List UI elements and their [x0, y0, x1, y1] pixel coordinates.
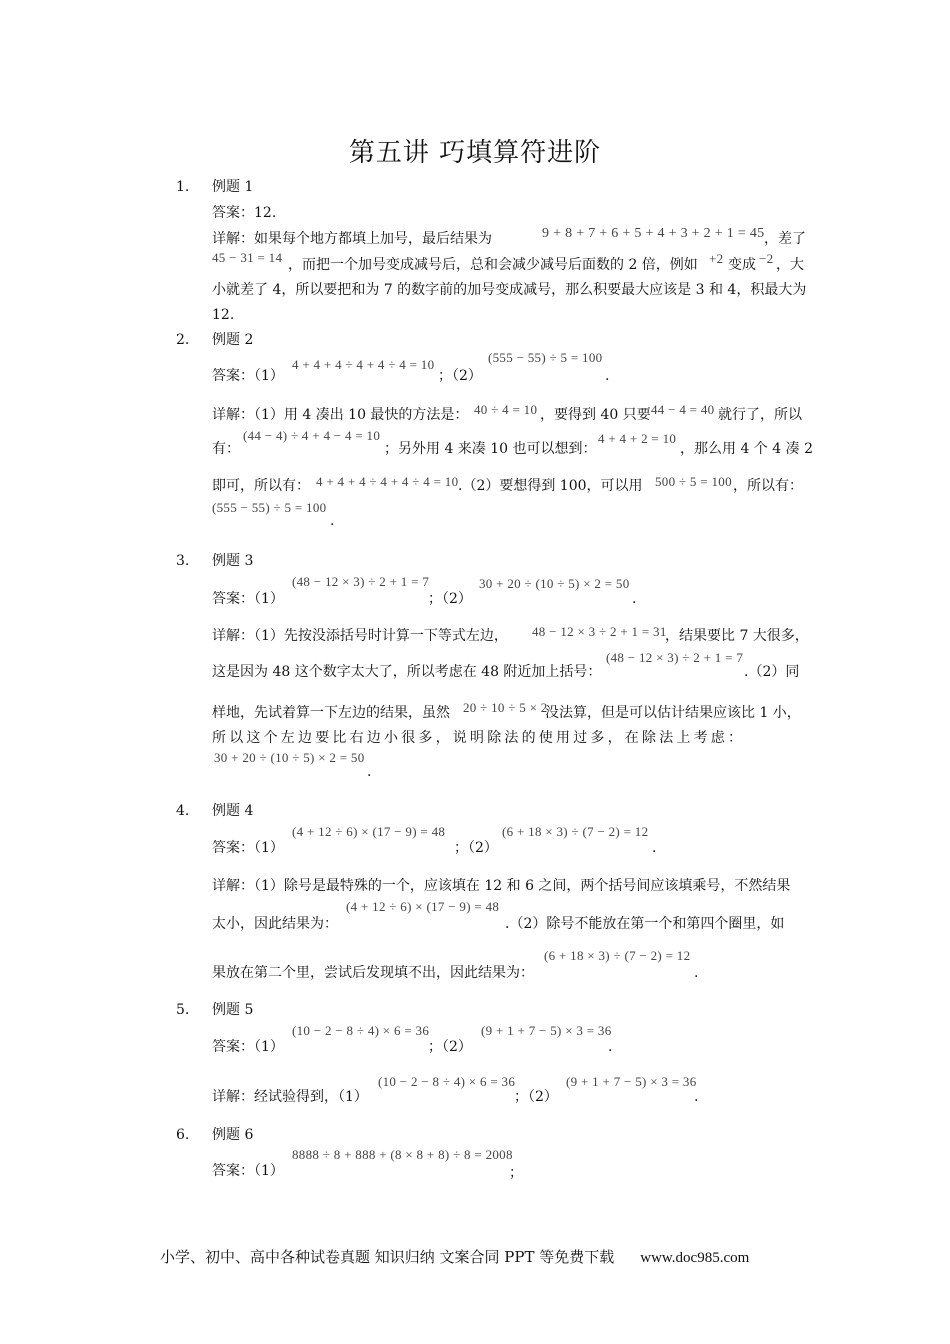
answer-label: 答案：（1） — [212, 591, 284, 607]
answer-end: . — [652, 840, 657, 856]
example-label: 例题 5 — [212, 1002, 254, 1018]
detail-text: .（2）同 — [744, 664, 800, 680]
math-expression: (10 − 2 − 8 ÷ 4) × 6 = 36 — [292, 1023, 430, 1038]
item-number: 1. — [176, 179, 190, 195]
footer-text: 小学、初中、高中各种试卷真题 知识归纳 文案合同 PPT 等免费下载 — [160, 1248, 615, 1266]
math-expression: (555 − 55) ÷ 5 = 100 — [488, 350, 603, 365]
math-expression: 4 + 4 + 2 = 10 — [598, 431, 677, 446]
item-number: 5. — [176, 1002, 190, 1018]
detail-text: 详解：（1）除号是最特殊的一个，应该填在 12 和 6 之间，两个括号间应该填乘号，不然结果 — [212, 878, 791, 894]
detail-text: 太小，因此结果为： — [212, 916, 338, 932]
answer-separator: ；（2） — [454, 840, 498, 856]
detail-end: . — [694, 965, 699, 981]
detail-text: 详解：如果每个地方都填上加号，最后结果为 — [212, 231, 492, 247]
example-label: 例题 2 — [212, 332, 254, 348]
detail-text: 详解：（1）用 4 凑出 10 最快的方法是： — [212, 407, 469, 423]
detail-text: ，所以有： — [733, 478, 803, 494]
detail-text: ，而把一个加号变成减号后，总和会减少减号后面数的 2 倍，例如 — [288, 257, 698, 273]
detail-text: 样地，先试着算一下左边的结果，虽然 — [212, 705, 450, 721]
math-expression: (48 − 12 × 3) ÷ 2 + 1 = 7 — [292, 574, 430, 589]
example-label: 例题 6 — [212, 1127, 254, 1143]
detail-text: 变成 — [728, 257, 756, 273]
detail-text: 详解：经试验得到，（1） — [212, 1089, 368, 1105]
math-expression: 20 ÷ 10 ÷ 5 × 2 — [463, 700, 548, 715]
detail-text: ，要得到 40 只要 — [540, 407, 651, 423]
answer-end: . — [605, 368, 610, 384]
detail-text: .（2）除号不能放在第一个和第四个圈里，如 — [505, 916, 785, 932]
math-expression: 40 ÷ 4 = 10 — [474, 402, 538, 417]
example-label: 例题 1 — [212, 179, 254, 195]
footer — [160, 1246, 749, 1267]
detail-text: ，差了 — [764, 231, 806, 247]
math-expression: 500 ÷ 5 = 100 — [655, 474, 732, 489]
math-expression: −2 — [759, 251, 774, 266]
answer-label: 答案：（1） — [212, 1039, 284, 1055]
math-expression: 8888 ÷ 8 + 888 + (8 × 8 + 8) ÷ 8 = 2008 — [292, 1147, 513, 1162]
detail-text: 没法算，但是可以估计结果应该比 1 小， — [545, 705, 801, 721]
math-expression: 45 − 31 = 14 — [212, 250, 283, 265]
answer-label: 答案：（1） — [212, 840, 284, 856]
detail-text: 就行了，所以 — [718, 407, 802, 423]
math-expression: (9 + 1 + 7 − 5) × 3 = 36 — [481, 1023, 612, 1038]
answer-label: 答案：（1） — [212, 368, 284, 384]
detail-text: ，那么用 4 个 4 凑 2 — [680, 441, 813, 457]
example-label: 例题 4 — [212, 803, 254, 819]
detail-text: 所以这个左边要比右边小很多，说明除法的使用过多，在除法上考虑： — [212, 730, 746, 746]
math-expression: 48 − 12 × 3 ÷ 2 + 1 = 31 — [532, 624, 667, 639]
math-expression: 4 + 4 + 4 ÷ 4 + 4 ÷ 4 = 10 — [316, 474, 459, 489]
answer-separator: ；（2） — [428, 591, 472, 607]
detail-text: .（2）要想得到 100，可以用 — [458, 478, 643, 494]
math-expression: 44 − 4 = 40 — [651, 402, 715, 417]
detail-text: ；另外用 4 来凑 10 也可以想到： — [384, 441, 597, 457]
item-number: 3. — [176, 553, 190, 569]
detail-text: 即可，所以有： — [212, 478, 310, 494]
math-expression: 30 + 20 ÷ (10 ÷ 5) × 2 = 50 — [479, 576, 630, 591]
math-expression: (6 + 18 × 3) ÷ (7 − 2) = 12 — [502, 824, 649, 839]
item-number: 6. — [176, 1127, 190, 1143]
detail-text: 果放在第二个里，尝试后发现填不出，因此结果为： — [212, 965, 534, 981]
math-expression: (10 − 2 − 8 ÷ 4) × 6 = 36 — [378, 1074, 516, 1089]
detail-text: ，结果要比 7 大很多， — [665, 628, 809, 644]
item-number: 2. — [176, 332, 190, 348]
answer-end: . — [608, 1039, 613, 1055]
detail-end: . — [694, 1089, 699, 1105]
detail-text: 这是因为 48 这个数字太大了，所以考虑在 48 附近加上括号： — [212, 664, 602, 680]
detail-text: 详解：（1）先按没添括号时计算一下等式左边， — [212, 628, 508, 644]
page-title: 第五讲 巧填算符进阶 — [348, 138, 602, 168]
math-expression: 9 + 8 + 7 + 6 + 5 + 4 + 3 + 2 + 1 = 45 — [542, 226, 765, 241]
math-expression: (4 + 12 ÷ 6) × (17 − 9) = 48 — [292, 824, 446, 839]
math-expression: (9 + 1 + 7 − 5) × 3 = 36 — [566, 1074, 697, 1089]
answer-end: ； — [509, 1165, 523, 1181]
footer-url[interactable]: www.doc985.com — [640, 1250, 750, 1266]
math-expression: (6 + 18 × 3) ÷ (7 − 2) = 12 — [544, 948, 691, 963]
math-expression: +2 — [709, 251, 724, 266]
math-expression: 4 + 4 + 4 ÷ 4 + 4 ÷ 4 = 10 — [292, 357, 435, 372]
detail-end: . — [367, 764, 372, 780]
math-expression: (555 − 55) ÷ 5 = 100 — [212, 500, 327, 515]
answer-line: 答案：12. — [212, 205, 277, 221]
item-number: 4. — [176, 803, 190, 819]
answer-label: 答案：（1） — [212, 1163, 284, 1179]
detail-text: ，大 — [776, 257, 804, 273]
answer-separator: ；（2） — [428, 1039, 472, 1055]
detail-text: ；（2） — [514, 1089, 558, 1105]
example-label: 例题 3 — [212, 553, 254, 569]
detail-text: 12. — [212, 307, 235, 323]
answer-separator: ；（2） — [438, 368, 482, 384]
math-expression: (48 − 12 × 3) ÷ 2 + 1 = 7 — [606, 650, 744, 665]
detail-text: 小就差了 4，所以要把和为 7 的数字前的加号变成减号，那么积要最大应该是 3 和 4，积最大为 — [212, 282, 807, 298]
math-expression: (44 − 4) ÷ 4 + 4 − 4 = 10 — [243, 428, 381, 443]
answer-end: . — [632, 591, 637, 607]
math-expression: (4 + 12 ÷ 6) × (17 − 9) = 48 — [346, 899, 500, 914]
math-expression: 30 + 20 ÷ (10 ÷ 5) × 2 = 50 — [214, 750, 365, 765]
detail-text: 有： — [212, 441, 240, 457]
detail-end: . — [330, 513, 335, 529]
